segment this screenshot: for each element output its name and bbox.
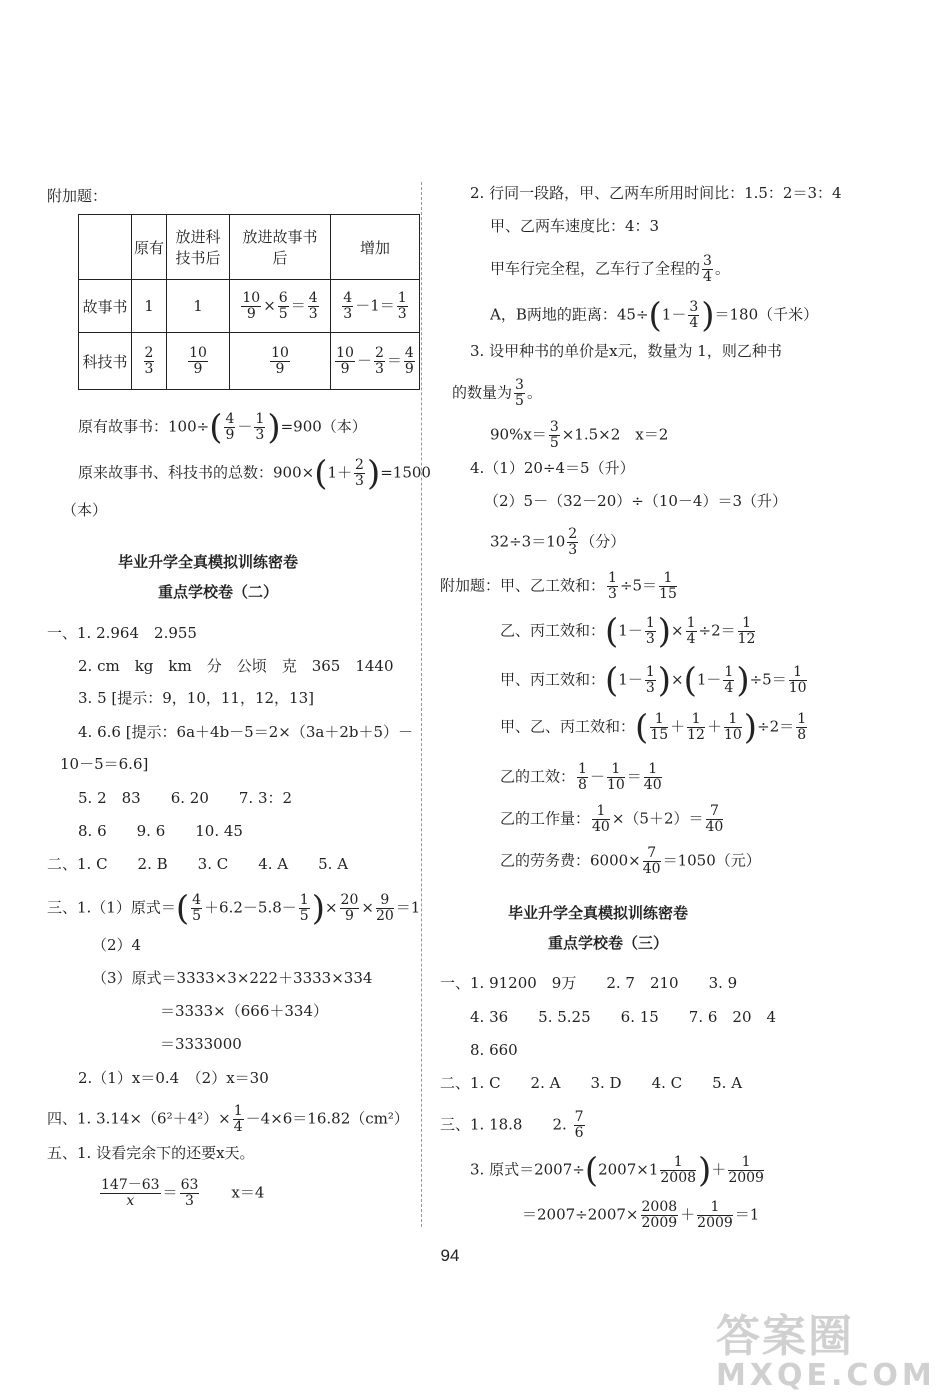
answer-line: 8. 660 <box>470 1041 518 1059</box>
page-number: 94 <box>440 1246 460 1265</box>
answer-line: $\frac{147-63}{x}$ ＝ $\frac{63}{3}$ x＝4 <box>101 1177 265 1209</box>
table-cell: $\frac{10}{9}$ <box>167 333 230 390</box>
answer-line: 原来故事书、科技书的总数：900×(1＋ $\frac{2}{3}$ )=1500 <box>78 453 431 494</box>
answer-line: （本） <box>62 501 108 519</box>
answer-line: 三、1. 18.8 2. $\frac{7}{6}$ <box>440 1109 584 1141</box>
answer-line: （2）5－（32－20）÷（10－4）＝3（升） <box>484 492 788 510</box>
answer-line: 甲、乙两车速度比：4：3 <box>490 217 660 235</box>
answer-line: 一、1. 2.964 2.955 <box>47 624 197 642</box>
answer-line: 乙的劳务费：6000× $\frac{7}{40}$ ＝1050（元） <box>500 845 761 877</box>
answer-line: 乙、丙工效和：(1－ $\frac{1}{3}$ )× $\frac{1}{4}$ ÷2＝ $\frac{1}{12}$ <box>500 611 756 652</box>
table-header-after-sci: 放进科技书后 <box>167 215 230 280</box>
answer-line: 5. 2 83 6. 20 7. 3：2 <box>78 789 293 807</box>
table-row-label: 故事书 <box>79 280 132 333</box>
answer-line: （3）原式＝3333×3×222＋3333×334 <box>92 969 373 987</box>
table-row-label: 科技书 <box>79 333 132 390</box>
answer-line: 4. 6.6 [提示：6a＋4b－5＝2×（3a＋2b＋5）－ <box>78 723 414 741</box>
table-header-original: 原有 <box>132 215 167 280</box>
answer-line: 四、1. 3.14×（6²＋4²）× $\frac{1}{4}$ －4×6＝16.82（cm²） <box>47 1103 409 1135</box>
answer-line: 甲、丙工效和：(1－ $\frac{1}{3}$ )×(1－ $\frac{1}{4}$ )÷5＝ $\frac{1}{10}$ <box>500 660 807 701</box>
answer-line: 3. 原式＝2007÷(2007×1 $\frac{1}{2008}$ )＋ $\frac{1}{2009}$ <box>470 1150 764 1191</box>
answer-line: 的数量为 $\frac{3}{5}$ 。 <box>452 377 542 409</box>
column-divider <box>421 182 422 1227</box>
table-header-after-story: 放进故事书后 <box>230 215 331 280</box>
answer-line: 2. 行同一段路，甲、乙两车所用时间比：1.5：2＝3：4 <box>470 184 842 202</box>
answer-line: 附加题：甲、乙工效和： $\frac{1}{3}$ ÷5＝ $\frac{1}{15}$ <box>440 570 677 602</box>
answer-line: 90%x＝ $\frac{3}{5}$ ×1.5×2 x＝2 <box>490 419 669 451</box>
answer-line: 原有故事书：100÷( $\frac{4}{9}$ － $\frac{1}{3}$ )=900（本） <box>78 407 367 448</box>
answer-line: 三、1.（1）原式＝( $\frac{4}{5}$ ＋6.2－5.8－ $\frac{1}{5}$ )× $\frac{20}{9}$ × $\frac{9}{20}$ ＝1 <box>47 888 421 929</box>
answer-line: 8. 6 9. 6 10. 45 <box>78 822 243 840</box>
table-header-increase: 增加 <box>331 215 420 280</box>
answer-line: 甲车行完全程，乙车行了全程的 $\frac{3}{4}$ 。 <box>490 253 730 285</box>
answer-line: 3. 5 [提示：9，10，11，12，13] <box>78 689 314 707</box>
answer-line: 32÷3＝10 $\frac{2}{3}$ （分） <box>490 526 626 558</box>
answer-line: 乙的工效： $\frac{1}{8}$ － $\frac{1}{10}$ ＝ $\frac{1}{40}$ <box>500 761 662 793</box>
answer-line: 3. 设甲种书的单价是x元，数量为 1，则乙种书 <box>470 342 782 360</box>
answer-line: 4.（1）20÷4＝5（升） <box>470 459 635 477</box>
table-cell: 1 <box>132 280 167 333</box>
section-subtitle: 重点学校卷（三） <box>548 934 669 952</box>
section-title: 毕业升学全真模拟训练密卷 <box>118 553 299 571</box>
answer-line: 二、1. C 2. A 3. D 4. C 5. A <box>440 1074 743 1092</box>
answer-line: A，B两地的距离：45÷(1－ $\frac{3}{4}$ )＝180（千米） <box>490 295 819 336</box>
answer-line: 2.（1）x＝0.4 （2）x＝30 <box>78 1069 269 1087</box>
answer-line: 二、1. C 2. B 3. C 4. A 5. A <box>47 855 349 873</box>
answer-line: 五、1. 设看完余下的还要x天。 <box>47 1144 255 1162</box>
answer-line: 2. cm kg km 分 公顷 克 365 1440 <box>78 657 394 675</box>
answer-line: 10－5＝6.6] <box>60 755 149 773</box>
answer-line: ＝2007÷2007× $\frac{2008}{2009}$ ＋ $\frac{1}{2009}$ ＝1 <box>522 1199 760 1231</box>
table-cell: $\frac{10}{9}$ × $\frac{6}{5}$ ＝ $\frac{4}{3}$ <box>230 280 331 333</box>
table-cell: 1 <box>167 280 230 333</box>
answer-table <box>78 214 420 390</box>
table-cell: $\frac{4}{3}$ －1＝ $\frac{1}{3}$ <box>331 280 420 333</box>
answer-line: 乙的工作量： $\frac{1}{40}$ ×（5＋2）＝ $\frac{7}{40}$ <box>500 803 724 835</box>
table-cell: $\frac{10}{9}$ － $\frac{2}{3}$ ＝ $\frac{4}{9}$ <box>331 333 420 390</box>
answer-line: 4. 36 5. 5.25 6. 15 7. 6 20 4 <box>470 1008 777 1026</box>
answer-line: ＝3333×（666＋334） <box>160 1002 329 1020</box>
answer-line: 甲、乙、丙工效和：( $\frac{1}{15}$ ＋ $\frac{1}{12}$ ＋ $\frac{1}{10}$ )÷2＝ $\frac{1}{8}$ <box>500 707 807 748</box>
watermark-text: 答案圈 <box>716 1311 854 1362</box>
answer-line: ＝3333000 <box>160 1035 242 1053</box>
table-cell: $\frac{10}{9}$ <box>230 333 331 390</box>
section-title: 毕业升学全真模拟训练密卷 <box>508 904 689 922</box>
table-header-blank <box>79 215 132 280</box>
section-subtitle: 重点学校卷（二） <box>158 583 279 601</box>
table-cell: $\frac{2}{3}$ <box>132 333 167 390</box>
watermark-url: MXQE.COM <box>716 1358 936 1393</box>
answer-line: （2）4 <box>92 936 142 954</box>
answer-line: 一、1. 91200 9万 2. 7 210 3. 9 <box>440 974 738 992</box>
extra-title: 附加题： <box>47 187 108 205</box>
watermark <box>716 1300 936 1393</box>
